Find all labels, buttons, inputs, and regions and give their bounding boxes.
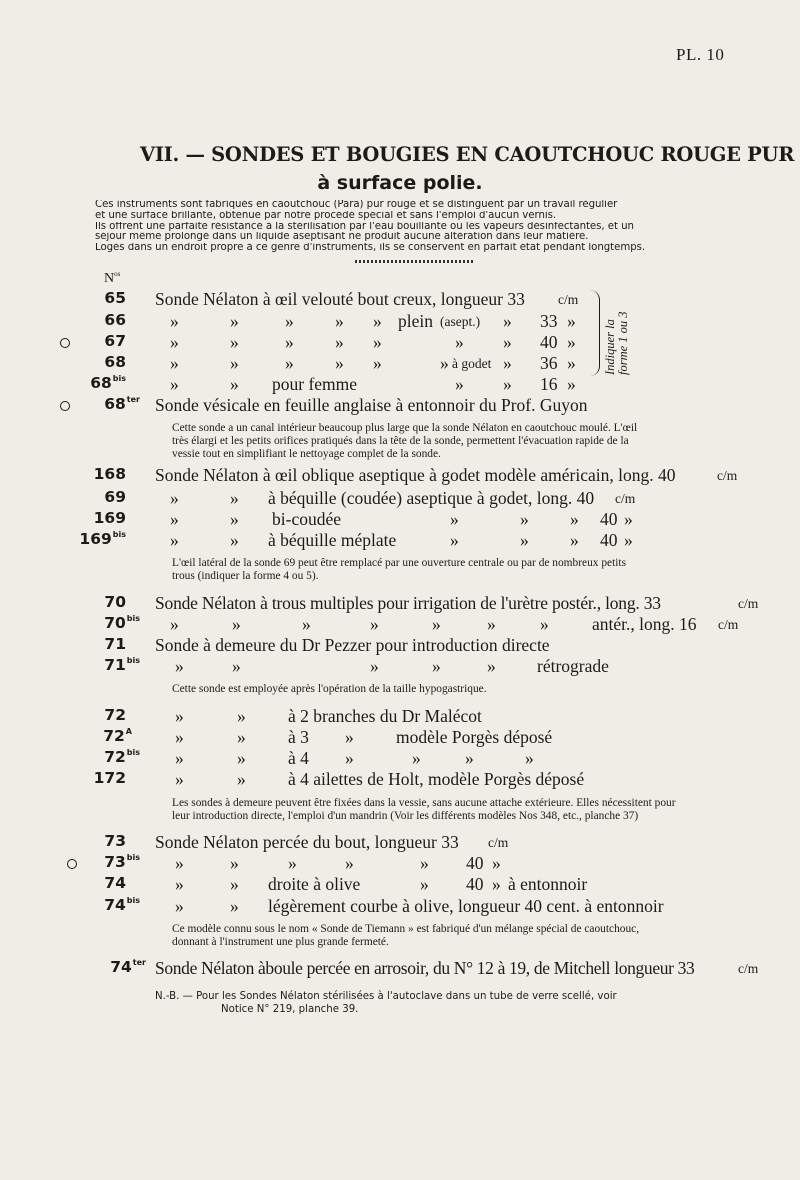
note-paragraph — [172, 797, 734, 823]
item-length: 40 — [540, 332, 558, 352]
catalog-row — [0, 896, 800, 918]
item-number: 74 — [104, 874, 126, 892]
item-number: 169 — [93, 509, 126, 527]
unit-label: c/m — [558, 292, 579, 307]
ditto-mark: » — [237, 748, 246, 768]
ditto-mark: » — [370, 614, 379, 634]
catalog-row — [0, 311, 800, 333]
ditto-mark: » — [345, 727, 354, 747]
ditto-mark: » — [175, 769, 184, 789]
ditto-mark: » — [230, 353, 239, 373]
ditto-mark: » — [230, 311, 239, 331]
ditto-mark: » — [237, 706, 246, 726]
ditto-mark: » — [170, 374, 179, 394]
ditto-mark: » — [237, 769, 246, 789]
item-number: 72 — [104, 706, 126, 724]
ditto-mark: » — [525, 748, 534, 768]
unit-label: c/m — [488, 835, 509, 850]
column-header-nos: $N^{os}$ — [104, 270, 121, 286]
ditto-mark: » — [175, 656, 184, 676]
ditto-mark: » — [232, 614, 241, 634]
nota-bene-line: N.-B. — Pour les Sondes Nélaton stérilisées à l'autoclave dans un tube de verre scellé, voir — [155, 991, 617, 1002]
intro-paragraph — [95, 200, 735, 254]
ditto-mark: » — [175, 896, 184, 916]
catalog-row — [0, 874, 800, 896]
item-number: 71 — [104, 635, 126, 653]
circle-marker-icon — [60, 401, 70, 411]
note-line: Ce modèle connu sous le nom « Sonde de Tiemann » est fabriqué d'un mélange spécial de caoutchouc, — [172, 923, 640, 935]
ditto-mark: » — [624, 509, 633, 529]
catalog-row — [0, 374, 800, 396]
catalog-row — [0, 727, 800, 749]
circle-marker-icon — [67, 859, 77, 869]
item-number: $74^{ter}$ — [110, 958, 146, 976]
section-title: VII. — SONDES ET BOUGIES EN CAOUTCHOUC ROUGE PUR — [140, 143, 795, 166]
note-line: L'œil latéral de la sonde 69 peut être remplacé par une ouverture centrale ou par de nombreux petits — [172, 557, 627, 569]
intro-line: Ils offrent une parfaite résistance à la stérilisation par l'eau bouillante ou les vapeurs désinfectantes, et un — [95, 221, 634, 232]
brace-note-line: Indiquer la — [603, 319, 617, 375]
intro-line: séjour même prolongé dans un liquide aseptisant ne produit aucune altération dans leur matière. — [95, 232, 589, 243]
item-length: 16 — [540, 374, 558, 394]
item-variant: droite à olive — [268, 874, 361, 894]
unit-label: c/m — [718, 617, 739, 632]
item-variant: plein — [398, 311, 433, 331]
ditto-mark: » — [567, 332, 576, 352]
item-number: $71^{bis}$ — [104, 656, 140, 674]
ditto-mark: » — [335, 353, 344, 373]
ditto-mark: » — [230, 896, 239, 916]
item-variant: légèrement courbe à olive, longueur 40 cent. à entonnoir — [268, 896, 664, 916]
ditto-mark: » — [175, 874, 184, 894]
note-paragraph — [172, 422, 734, 461]
catalog-row — [0, 656, 800, 678]
ditto-mark: » — [285, 353, 294, 373]
ditto-mark: » — [624, 530, 633, 550]
ditto-mark: » — [455, 374, 464, 394]
decorative-rule — [355, 260, 473, 263]
ditto-mark: » — [492, 874, 501, 894]
catalog-row — [0, 509, 800, 531]
item-number: $72^{bis}$ — [104, 748, 140, 766]
ditto-mark: » — [345, 853, 354, 873]
ditto-mark: » — [170, 488, 179, 508]
note-line: donnant à l'instrument une plus grande fermeté. — [172, 936, 389, 948]
item-number: $68^{bis}$ — [90, 374, 126, 392]
ditto-mark: » — [465, 748, 474, 768]
ditto-mark: » — [345, 748, 354, 768]
item-variant: pour femme — [272, 374, 358, 394]
catalog-row — [0, 530, 800, 552]
note-paragraph — [172, 923, 734, 949]
ditto-mark: » — [570, 530, 579, 550]
catalog-row — [0, 769, 800, 791]
note-line: leur introduction directe, l'emploi d'un mandrin (Voir les différents modèles Nos 348, etc., planche 37) — [172, 810, 639, 822]
ditto-mark: » — [373, 332, 382, 352]
ditto-mark: » — [175, 748, 184, 768]
ditto-mark: » — [370, 656, 379, 676]
ditto-mark: » — [285, 332, 294, 352]
ditto-mark: » — [230, 874, 239, 894]
plate-number: PL. 10 — [676, 45, 725, 64]
item-number: 66 — [104, 311, 126, 329]
ditto-mark: » — [450, 530, 459, 550]
item-variant: à 3 — [288, 727, 309, 747]
item-variant: à 2 branches du Dr Malécot — [288, 706, 482, 726]
note-line: vessie tout en simplifiant le nettoyage complet de la sonde. — [172, 448, 441, 460]
catalog-row — [0, 465, 800, 487]
item-number: 67 — [104, 332, 126, 350]
ditto-mark: » — [373, 353, 382, 373]
item-description: Sonde Nélaton percée du bout, longueur 33 — [155, 832, 459, 852]
item-number: 65 — [104, 289, 126, 307]
ditto-mark: » — [520, 509, 529, 529]
note-line: très élargi et les petits orifices pratiqués dans la tête de la sonde, permettent l'évacuation rapide de la — [172, 435, 629, 447]
item-variant: à entonnoir — [508, 874, 588, 894]
catalog-row — [0, 853, 800, 875]
ditto-mark: » — [175, 706, 184, 726]
ditto-mark: » — [237, 727, 246, 747]
ditto-mark: » — [503, 332, 512, 352]
ditto-mark: » — [567, 374, 576, 394]
note-line: Cette sonde est employée après l'opération de la taille hypogastrique. — [172, 683, 487, 695]
ditto-mark: » — [170, 509, 179, 529]
note-paragraph — [172, 557, 734, 583]
unit-label: c/m — [738, 596, 759, 611]
unit-label: c/m — [717, 468, 738, 483]
ditto-mark: » — [440, 353, 449, 373]
item-length: 40 — [600, 509, 618, 529]
item-number: $70^{bis}$ — [104, 614, 140, 632]
ditto-mark: » — [567, 311, 576, 331]
ditto-mark: » — [232, 656, 241, 676]
item-variant: rétrograde — [537, 656, 609, 676]
catalog-row — [0, 332, 800, 354]
intro-line: Ces instruments sont fabriqués en caoutchouc (Para) pur rouge et se distinguent par un travail régulier — [95, 200, 618, 210]
section-subtitle: à surface polie. — [317, 172, 483, 194]
item-description: Sonde Nélaton à œil velouté bout creux, longueur 33 — [155, 289, 525, 309]
unit-label: c/m — [615, 491, 636, 506]
catalog-row — [0, 488, 800, 510]
ditto-mark: » — [170, 332, 179, 352]
item-length: 36 — [540, 353, 558, 373]
item-description: Sonde Nélaton àboule percée en arrosoir, du N° 12 à 19, de Mitchell longueur 33 — [155, 958, 695, 978]
ditto-mark: » — [492, 853, 501, 873]
nota-bene-line: Notice N° 219, planche 39. — [221, 1004, 359, 1015]
ditto-mark: » — [412, 748, 421, 768]
catalog-row — [0, 635, 800, 657]
ditto-mark: » — [335, 311, 344, 331]
ditto-mark: » — [540, 614, 549, 634]
unit-label: c/m — [738, 961, 759, 976]
catalog-row — [0, 706, 800, 728]
catalog-row — [0, 593, 800, 615]
ditto-mark: » — [230, 488, 239, 508]
ditto-mark: » — [487, 656, 496, 676]
item-length: 40 — [600, 530, 618, 550]
ditto-mark: » — [520, 530, 529, 550]
ditto-mark: » — [170, 614, 179, 634]
item-description: Sonde à demeure du Dr Pezzer pour introduction directe — [155, 635, 550, 655]
item-description: à béquille (coudée) aseptique à godet, long. 40 — [268, 488, 595, 508]
ditto-mark: » — [373, 311, 382, 331]
item-description: Sonde Nélaton à œil oblique aseptique à godet modèle américain, long. 40 — [155, 465, 676, 485]
item-variant: à godet — [452, 356, 492, 371]
ditto-mark: » — [175, 727, 184, 747]
item-description: Sonde Nélaton à trous multiples pour irrigation de l'urètre postér., long. 33 — [155, 593, 661, 613]
item-number: $73^{bis}$ — [104, 853, 140, 871]
item-description: Sonde vésicale en feuille anglaise à entonnoir du Prof. Guyon — [155, 395, 588, 415]
item-model: modèle Porgès déposé — [396, 727, 553, 747]
item-variant-note: (asept.) — [440, 314, 481, 329]
nota-bene — [155, 990, 735, 1016]
item-number: $72^A$ — [103, 727, 132, 745]
item-length: 33 — [540, 311, 558, 331]
ditto-mark: » — [170, 353, 179, 373]
item-variant: à 4 — [288, 748, 309, 768]
ditto-mark: » — [432, 614, 441, 634]
item-variant: antér., long. 16 — [592, 614, 697, 634]
item-number: 68 — [104, 353, 126, 371]
ditto-mark: » — [230, 530, 239, 550]
ditto-mark: » — [570, 509, 579, 529]
ditto-mark: » — [230, 332, 239, 352]
ditto-mark: » — [230, 853, 239, 873]
ditto-mark: » — [420, 853, 429, 873]
catalog-row — [0, 395, 800, 417]
note-line: Les sondes à demeure peuvent être fixées dans la vessie, sans aucune attache extérieure. Elles nécessitent pour — [172, 797, 676, 809]
brace-note — [604, 285, 644, 375]
item-number: 73 — [104, 832, 126, 850]
catalog-row — [0, 353, 800, 375]
catalog-row — [0, 289, 800, 311]
ditto-mark: » — [567, 353, 576, 373]
ditto-mark: » — [175, 853, 184, 873]
ditto-mark: » — [288, 853, 297, 873]
item-number: 69 — [104, 488, 126, 506]
item-number: $169^{bis}$ — [79, 530, 126, 548]
ditto-mark: » — [487, 614, 496, 634]
ditto-mark: » — [335, 332, 344, 352]
item-length: 40 — [466, 874, 484, 894]
item-number: $74^{bis}$ — [104, 896, 140, 914]
item-number: 168 — [93, 465, 126, 483]
note-line: trous (indiquer la forme 4 ou 5). — [172, 570, 319, 582]
catalog-row — [0, 832, 800, 854]
ditto-mark: » — [503, 353, 512, 373]
catalog-row — [0, 614, 800, 636]
item-variant: bi-coudée — [272, 509, 341, 529]
ditto-mark: » — [503, 374, 512, 394]
item-number: 172 — [93, 769, 126, 787]
intro-line: Logés dans un endroit propre à ce genre d'instruments, ils se conservent en parfait état pendant longtemps. — [95, 243, 646, 254]
item-variant: à 4 ailettes de Holt, modèle Porgès déposé — [288, 769, 585, 789]
ditto-mark: » — [450, 509, 459, 529]
ditto-mark: » — [432, 656, 441, 676]
ditto-mark: » — [285, 311, 294, 331]
note-paragraph — [172, 683, 734, 696]
item-number: $68^{ter}$ — [104, 395, 140, 413]
note-line: Cette sonde a un canal intérieur beaucoup plus large que la sonde Nélaton en caoutchouc moulé. L'œil — [172, 422, 638, 434]
ditto-mark: » — [230, 509, 239, 529]
ditto-mark: » — [170, 530, 179, 550]
ditto-mark: » — [503, 311, 512, 331]
ditto-mark: » — [420, 874, 429, 894]
item-number: 70 — [104, 593, 126, 611]
ditto-mark: » — [230, 374, 239, 394]
item-variant: à béquille méplate — [268, 530, 397, 550]
catalog-row — [0, 958, 800, 980]
intro-line: et une surface brillante, obtenue par notre procédé spécial et sans l'emploi d'aucun vernis. — [95, 210, 557, 221]
ditto-mark: » — [455, 332, 464, 352]
brace-note-line: forme 1 ou 3 — [616, 311, 630, 375]
ditto-mark: » — [302, 614, 311, 634]
brace-bracket — [590, 290, 600, 376]
item-length: 40 — [466, 853, 484, 873]
ditto-mark: » — [170, 311, 179, 331]
catalog-row — [0, 748, 800, 770]
